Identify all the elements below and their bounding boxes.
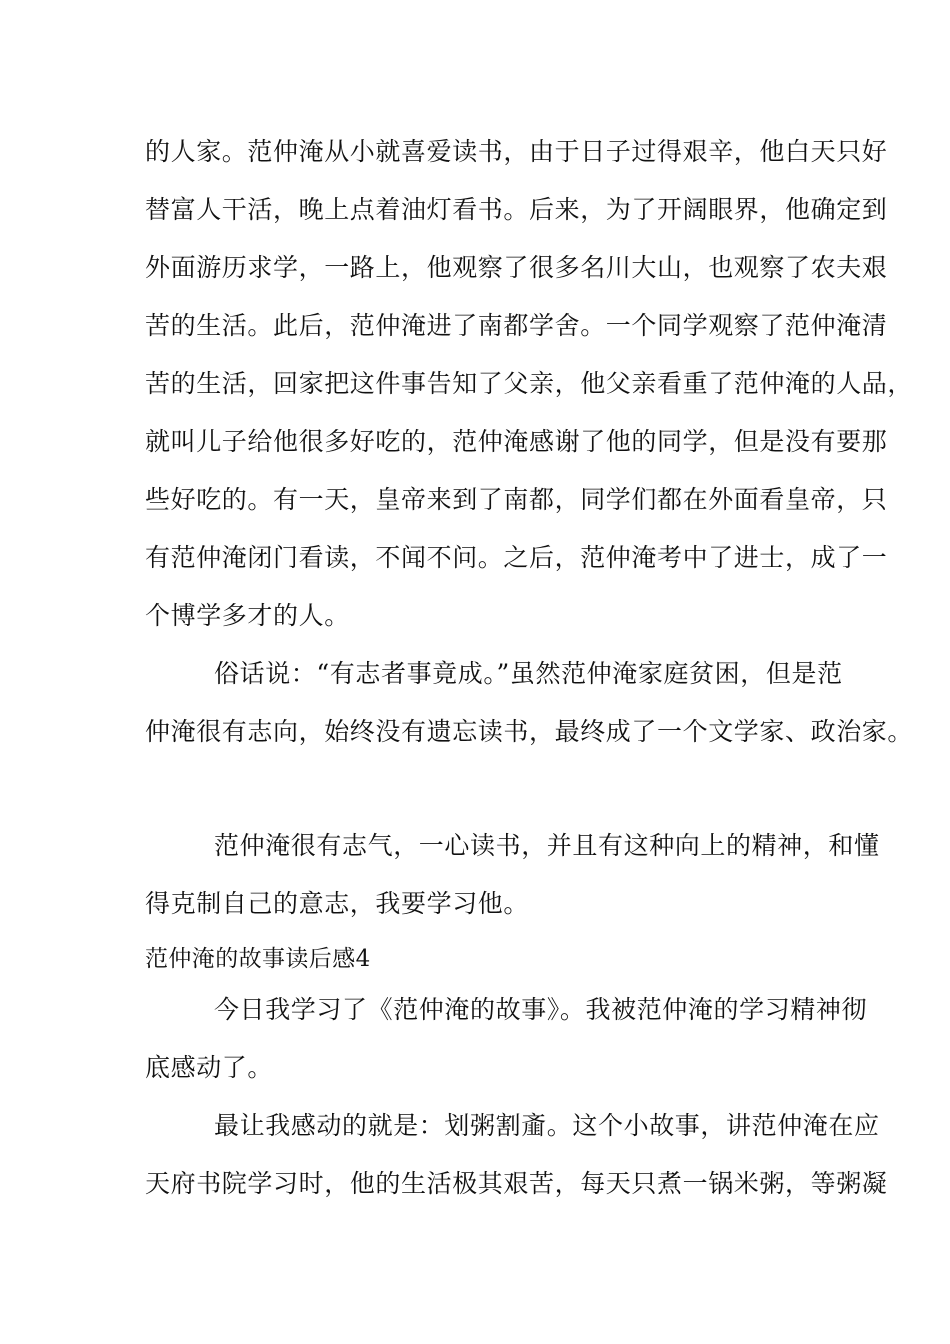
text-line: 有范仲淹闭门看读，不闻不问。之后，范仲淹考中了进士，成了一	[145, 543, 888, 572]
text-line: 就叫儿子给他很多好吃的，范仲淹感谢了他的同学，但是没有要那	[145, 427, 888, 456]
paragraph-first-line: 俗话说：“有志者事竟成。”虽然范仲淹家庭贫困，但是范	[214, 659, 843, 688]
section-heading: 范仲淹的故事读后感4	[145, 946, 371, 972]
text-line: 苦的生活，回家把这件事告知了父亲，他父亲看重了范仲淹的人品，	[145, 369, 914, 398]
text-line: 底感动了。	[145, 1053, 274, 1082]
paragraph-first-line: 范仲淹很有志气，一心读书，并且有这种向上的精神，和懂	[214, 831, 880, 860]
text-line: 些好吃的。有一天，皇帝来到了南都，同学们都在外面看皇帝，只	[145, 485, 888, 514]
text-line: 仲淹很有志向，始终没有遗忘读书，最终成了一个文学家、政治家。	[145, 717, 914, 746]
text-line: 得克制自己的意志，我要学习他。	[145, 889, 530, 918]
text-line: 的人家。范仲淹从小就喜爱读书，由于日子过得艰辛，他白天只好	[145, 137, 888, 166]
text-line: 天府书院学习时，他的生活极其艰苦，每天只煮一锅米粥，等粥凝	[145, 1169, 888, 1198]
text-line: 替富人干活，晚上点着油灯看书。后来，为了开阔眼界，他确定到	[145, 195, 888, 224]
text-line: 个博学多才的人。	[145, 601, 350, 630]
paragraph-first-line: 最让我感动的就是：划粥割齑。这个小故事，讲范仲淹在应	[214, 1111, 880, 1140]
paragraph-first-line: 今日我学习了《范仲淹的故事》。我被范仲淹的学习精神彻	[214, 995, 868, 1024]
text-line: 外面游历求学，一路上，他观察了很多名川大山，也观察了农夫艰	[145, 253, 888, 282]
text-line: 苦的生活。此后，范仲淹进了南都学舍。一个同学观察了范仲淹清	[145, 311, 888, 340]
